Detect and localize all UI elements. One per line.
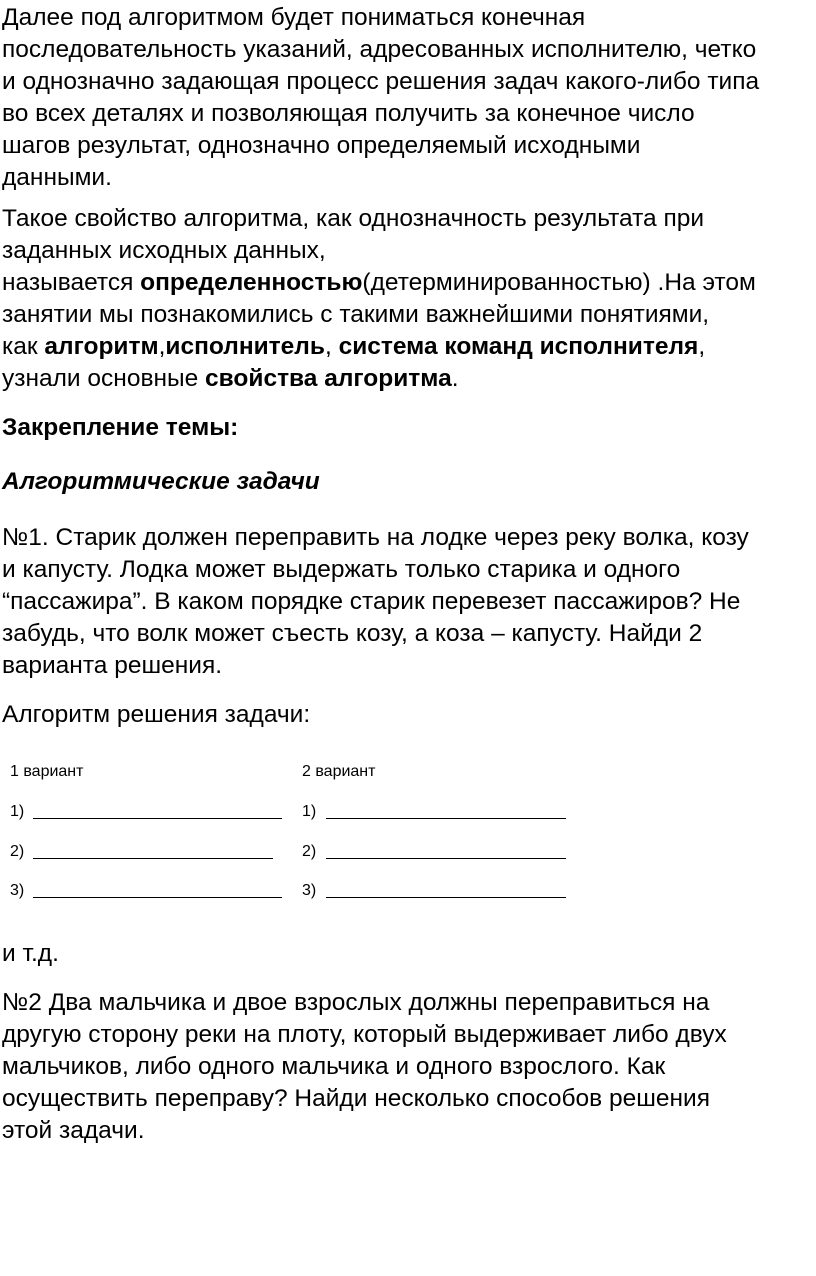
variant-1-title: 1 вариант — [10, 763, 84, 780]
text-line — [2, 363, 814, 395]
text-span: называется — [2, 269, 141, 296]
variant-1-step-3-blank[interactable] — [33, 897, 282, 898]
variant-1-step-2-blank[interactable] — [33, 858, 273, 859]
variant-2-step-1-label: 1) — [302, 803, 317, 820]
text-line: “пассажира”. В каком порядке старик перевезет пассажиров? Не — [2, 588, 741, 615]
text-line: заданных исходных данных, — [2, 237, 326, 264]
text-span: (детерминированностью) .На этом — [362, 269, 756, 296]
text-line: Далее под алгоритмом будет пониматься конечная — [2, 4, 586, 31]
text-span: , — [158, 333, 166, 360]
text-line: занятии мы познакомились с такими важнейшими понятиями, — [2, 301, 710, 328]
text-line: №1. Старик должен переправить на лодке через реку волка, козу — [2, 524, 749, 551]
text-span: как — [2, 333, 45, 360]
definition-paragraph — [2, 2, 814, 194]
subsection-heading: Алгоритмические задачи — [2, 468, 320, 495]
task-2-paragraph — [2, 987, 814, 1147]
variant-1-step-2-label: 2) — [10, 843, 25, 860]
task-1-paragraph — [2, 522, 814, 682]
text-line: другую сторону реки на плоту, который выдерживает либо двух — [2, 1021, 727, 1048]
text-line: и капусту. Лодка может выдержать только старика и одного — [2, 556, 681, 583]
text-line: шагов результат, однозначно определяемый исходными — [2, 132, 641, 159]
text-span: узнали основные — [2, 365, 206, 392]
text-line: забудь, что волк может съесть козу, а коза – капусту. Найди 2 — [2, 620, 703, 647]
variant-2-step-2-blank[interactable] — [326, 858, 566, 859]
text-line: этой задачи. — [2, 1117, 145, 1144]
term-algorithm: алгоритм — [44, 333, 159, 360]
text-line: и однозначно задающая процесс решения задач какого-либо типа — [2, 68, 760, 95]
variant-1-step-1-label: 1) — [10, 803, 25, 820]
text-span: , — [324, 333, 339, 360]
text-span: . — [451, 365, 459, 392]
variant-2-title: 2 вариант — [302, 763, 376, 780]
etc-text: и т.д. — [2, 940, 59, 967]
term-algorithm-properties: свойства алгоритма — [205, 365, 452, 392]
text-line — [2, 331, 814, 363]
text-line: данными. — [2, 164, 112, 191]
section-heading: Закрепление темы: — [2, 414, 239, 441]
variant-2-step-3-blank[interactable] — [326, 897, 566, 898]
summary-paragraph — [2, 203, 814, 395]
term-command-system: система команд исполнителя — [338, 333, 699, 360]
variant-2-step-1-blank[interactable] — [326, 818, 566, 819]
variant-2-step-3-label: 3) — [302, 882, 317, 899]
variant-2-step-2-label: 2) — [302, 843, 317, 860]
term-executor: исполнитель — [165, 333, 325, 360]
text-line: Такое свойство алгоритма, как однозначность результата при — [2, 205, 705, 232]
variant-1-step-3-label: 3) — [10, 882, 25, 899]
text-span: , — [698, 333, 706, 360]
text-line — [2, 267, 814, 299]
algorithm-label: Алгоритм решения задачи: — [2, 701, 311, 728]
variant-1-step-1-blank[interactable] — [33, 818, 282, 819]
text-line: варианта решения. — [2, 652, 223, 679]
text-line: мальчиков, либо одного мальчика и одного взрослого. Как — [2, 1053, 666, 1080]
text-line: осуществить переправу? Найди несколько способов решения — [2, 1085, 710, 1112]
text-line: во всех деталях и позволяющая получить за конечное число — [2, 100, 695, 127]
term-determinacy: определенностью — [140, 269, 363, 296]
text-line: №2 Два мальчика и двое взрослых должны переправиться на — [2, 989, 710, 1016]
text-line: последовательность указаний, адресованных исполнителю, четко — [2, 36, 757, 63]
